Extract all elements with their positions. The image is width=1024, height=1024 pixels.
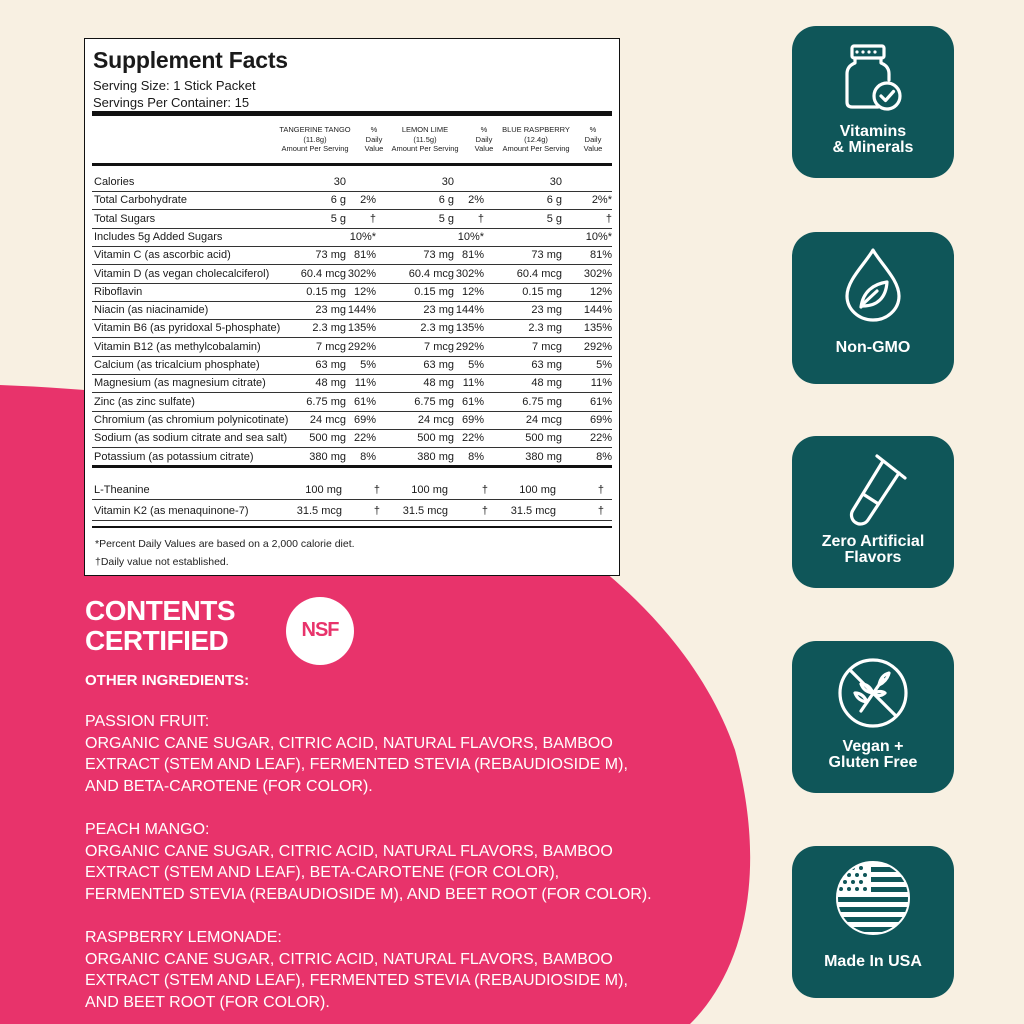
badge-label-line: Vitamins	[839, 123, 907, 140]
badge-label-line: Non-GMO	[835, 339, 911, 356]
ingredient-line: ORGANIC CANE SUGAR, CITRIC ACID, NATURAL FLAVORS, BAMBOO	[85, 950, 613, 968]
servings-per-container: Servings Per Container: 15	[93, 95, 250, 110]
daily-value-cell: 69%	[589, 413, 612, 426]
dv-header-1	[359, 125, 389, 154]
footer-divider	[92, 526, 612, 528]
certified-line-2: CERTIFIED	[85, 625, 229, 656]
amount-cell: 2.3 mg	[312, 322, 346, 335]
amount-cell: 2.3 mg	[420, 322, 454, 335]
dv-daily: Daily	[475, 134, 493, 144]
daily-value-cell: †	[477, 212, 484, 225]
nutrient-name: Vitamin B12 (as methylcobalamin)	[94, 340, 261, 353]
flavor-weight: (11.5g)	[413, 134, 437, 144]
flavor-weight: (11.8g)	[303, 134, 327, 144]
amount-cell: 31.5 mcg	[510, 505, 556, 517]
nutrient-name: Sodium (as sodium citrate and sea salt)	[94, 432, 288, 445]
amount-cell: 23 mg	[315, 304, 346, 317]
amount-cell: 500 mg	[309, 432, 346, 445]
dv-pct: %	[480, 125, 488, 134]
daily-value-cell: 302%	[583, 267, 612, 280]
daily-value-cell: †	[369, 212, 376, 225]
amount-cell: 100 mg	[519, 484, 556, 496]
nutrient-name: Magnesium (as magnesium citrate)	[94, 377, 266, 390]
ingredient-group-name: PASSION FRUIT:	[85, 713, 210, 730]
amount-cell: 23 mg	[531, 304, 562, 317]
dv-value: Value	[583, 144, 603, 153]
amount-cell: 100 mg	[305, 484, 342, 496]
dv-pct: %	[370, 125, 378, 134]
amount-cell: 60.4 mcg	[300, 267, 346, 280]
badge-zero-artificial-flavors	[792, 436, 954, 588]
daily-value-cell: 11%	[354, 377, 376, 390]
nutrient-name: Vitamin B6 (as pyridoxal 5-phosphate)	[94, 322, 281, 335]
header-divider	[92, 163, 612, 166]
daily-value-cell: 292%	[455, 340, 484, 353]
amount-cell: 6.75 mg	[306, 395, 346, 408]
dv-value: Value	[474, 144, 494, 153]
badge-label	[792, 739, 954, 771]
daily-value-cell: †	[373, 505, 380, 517]
nutrient-row	[92, 265, 612, 284]
amount-cell: 5 g	[438, 212, 454, 225]
daily-value-cell: 2%	[468, 194, 484, 207]
amount-cell: 60.4 mcg	[408, 267, 454, 280]
ingredient-line: EXTRACT (STEM AND LEAF), FERMENTED STEVIA (REBAUDIOSIDE M),	[85, 972, 628, 989]
nutrient-row	[92, 338, 612, 357]
certified-line-1: CONTENTS	[85, 595, 235, 626]
no-wheat-icon	[833, 653, 913, 733]
amount-cell: 30	[441, 176, 454, 188]
badge-label	[792, 340, 954, 356]
amount-cell: 48 mg	[315, 377, 346, 390]
flavor-name: LEMON LIME	[401, 125, 449, 134]
nutrient-name: Riboflavin	[94, 285, 143, 298]
daily-value-cell: 144%	[455, 304, 484, 317]
dv-daily: Daily	[584, 134, 602, 144]
daily-value-cell: 10%*	[349, 230, 376, 243]
badge-label-line: Flavors	[844, 549, 902, 566]
amount-cell: 73 mg	[315, 249, 346, 262]
ingredient-line: AND BETA-CAROTENE (FOR COLOR).	[85, 777, 373, 795]
vitamin-bottle-icon	[833, 38, 913, 118]
amount-cell: 24 mcg	[525, 413, 562, 426]
amount-cell: 6 g	[330, 194, 346, 207]
thick-divider	[92, 111, 612, 116]
amount-label: Amount Per Serving	[391, 144, 459, 153]
nutrient-row	[92, 448, 612, 467]
column-header-1	[275, 125, 355, 154]
daily-value-cell: 5%	[468, 359, 484, 371]
nutrient-name: Vitamin K2 (as menaquinone-7)	[94, 505, 249, 517]
amount-label: Amount Per Serving	[502, 144, 570, 153]
daily-value-cell: 61%	[353, 395, 376, 408]
daily-value-cell: 135%	[455, 322, 484, 335]
nutrient-row	[92, 246, 612, 265]
amount-cell: 500 mg	[525, 432, 562, 445]
daily-value-cell: 135%	[583, 322, 612, 335]
amount-label: Amount Per Serving	[281, 144, 349, 153]
daily-value-cell: 144%	[347, 304, 376, 317]
leaf-drop-icon	[833, 244, 913, 324]
daily-value-cell: †	[597, 505, 604, 517]
daily-value-cell: 12%	[461, 285, 484, 298]
nutrient-row	[92, 228, 612, 247]
nutrient-row	[92, 319, 612, 338]
daily-value-cell: 144%	[583, 304, 612, 317]
daily-value-cell: †	[373, 484, 380, 496]
daily-value-cell: 8%	[360, 450, 376, 463]
amount-cell: 24 mcg	[309, 413, 346, 426]
nutrient-name: Includes 5g Added Sugars	[94, 230, 223, 243]
facts-title: Supplement Facts	[93, 47, 288, 73]
daily-value-cell: 10%*	[585, 230, 612, 243]
amount-cell: 2.3 mg	[528, 322, 562, 335]
flavor-name: TANGERINE TANGO	[279, 125, 351, 134]
amount-cell: 60.4 mcg	[516, 267, 562, 280]
daily-value-cell: 61%	[461, 395, 484, 408]
nutrient-row	[92, 301, 612, 320]
nutrient-name: Calcium (as tricalcium phosphate)	[94, 359, 260, 371]
ingredient-line: ORGANIC CANE SUGAR, CITRIC ACID, NATURAL FLAVORS, BAMBOO	[85, 842, 613, 860]
footnote-dagger: †Daily value not established.	[95, 556, 229, 568]
amount-cell: 6 g	[438, 194, 454, 207]
daily-value-cell: 10%*	[457, 230, 484, 243]
daily-value-cell: 2%*	[591, 194, 612, 207]
ingredient-line: EXTRACT (STEM AND LEAF), BETA-CAROTENE (FOR COLOR),	[85, 864, 560, 881]
amount-cell: 48 mg	[531, 377, 562, 390]
amount-cell: 0.15 mg	[414, 285, 454, 298]
amount-cell: 63 mg	[315, 359, 346, 371]
daily-value-cell: 61%	[589, 395, 612, 408]
nutrient-row	[92, 411, 612, 430]
amount-cell: 30	[333, 176, 346, 188]
badge-label	[792, 124, 954, 156]
daily-value-cell: 8%	[468, 450, 484, 463]
ingredient-group-name: PEACH MANGO:	[85, 821, 210, 838]
amount-cell: 380 mg	[417, 450, 454, 463]
amount-cell: 100 mg	[411, 484, 448, 496]
daily-value-cell: 81%	[589, 249, 612, 262]
daily-value-cell: 292%	[583, 340, 612, 353]
nutrient-name: L-Theanine	[94, 484, 150, 496]
nutrient-name: Total Sugars	[94, 212, 156, 225]
ingredient-group-name: RASPBERRY LEMONADE:	[85, 929, 282, 946]
daily-value-cell: 69%	[353, 413, 376, 426]
nutrient-name: Zinc (as zinc sulfate)	[94, 395, 195, 408]
badge-made-in-usa	[792, 846, 954, 998]
amount-cell: 30	[549, 176, 562, 188]
daily-value-cell: 22%	[461, 432, 484, 445]
column-header-3	[495, 125, 577, 154]
column-header-2	[387, 125, 463, 154]
badge-vegan-gluten-free	[792, 641, 954, 793]
badge-label	[792, 534, 954, 566]
daily-value-cell: 22%	[353, 432, 376, 445]
ingredient-line: EXTRACT (STEM AND LEAF), FERMENTED STEVIA (REBAUDIOSIDE M),	[85, 756, 628, 773]
daily-value-cell: 69%	[461, 413, 484, 426]
amount-cell: 6.75 mg	[522, 395, 562, 408]
daily-value-cell: 12%	[589, 285, 612, 298]
nutrient-row	[92, 283, 612, 302]
amount-cell: 7 mcg	[424, 340, 454, 353]
badge-label-line: Vegan +	[842, 738, 904, 755]
nutrient-row-extra	[92, 481, 612, 500]
nutrient-row	[92, 393, 612, 412]
nutrient-row	[92, 356, 612, 375]
badge-vitamins-minerals	[792, 26, 954, 178]
nutrient-name: Total Carbohydrate	[94, 194, 187, 207]
nutrient-row	[92, 191, 612, 210]
us-flag-icon	[833, 858, 913, 938]
amount-cell: 380 mg	[525, 450, 562, 463]
daily-value-cell: 81%	[461, 249, 484, 262]
nutrient-name: Niacin (as niacinamide)	[94, 304, 209, 317]
daily-value-cell: 135%	[347, 322, 376, 335]
daily-value-cell: †	[605, 212, 612, 225]
amount-cell: 5 g	[330, 212, 346, 225]
section-divider	[92, 465, 612, 468]
dv-value: Value	[364, 144, 384, 153]
badge-label-line: & Minerals	[832, 139, 914, 156]
nsf-seal-text: NSF	[301, 619, 339, 641]
nutrient-row	[92, 374, 612, 393]
nutrient-name: Chromium (as chromium polynicotinate)	[94, 413, 289, 426]
amount-cell: 7 mcg	[316, 340, 346, 353]
badge-label	[792, 954, 954, 970]
daily-value-cell: 12%	[353, 285, 376, 298]
badge-non-gmo	[792, 232, 954, 384]
test-tube-icon	[833, 448, 913, 528]
flavor-name: BLUE RASPBERRY	[502, 125, 570, 134]
amount-cell: 500 mg	[417, 432, 454, 445]
amount-cell: 6.75 mg	[414, 395, 454, 408]
badge-label-line: Zero Artificial	[821, 533, 925, 550]
daily-value-cell: 11%	[590, 377, 612, 390]
amount-cell: 0.15 mg	[306, 285, 346, 298]
contents-certified-heading	[85, 596, 235, 656]
daily-value-cell: †	[481, 505, 488, 517]
nutrient-row-extra	[92, 502, 612, 521]
daily-value-cell: 2%	[360, 194, 376, 207]
flavor-weight: (12.4g)	[524, 134, 548, 144]
supplement-facts-panel	[84, 38, 620, 576]
amount-cell: 23 mg	[423, 304, 454, 317]
nsf-seal	[286, 597, 354, 665]
daily-value-cell: 292%	[347, 340, 376, 353]
amount-cell: 73 mg	[531, 249, 562, 262]
amount-cell: 5 g	[546, 212, 562, 225]
amount-cell: 63 mg	[531, 359, 562, 371]
nutrient-name: Potassium (as potassium citrate)	[94, 450, 254, 463]
daily-value-cell: 5%	[360, 359, 376, 371]
amount-cell: 63 mg	[423, 359, 454, 371]
daily-value-cell: 22%	[589, 432, 612, 445]
nutrient-name: Vitamin C (as ascorbic acid)	[94, 249, 231, 262]
daily-value-cell: †	[597, 484, 604, 496]
badge-label-line: Gluten Free	[828, 754, 918, 771]
daily-value-cell: 8%	[596, 450, 612, 463]
nutrient-name: Vitamin D (as vegan cholecalciferol)	[94, 267, 270, 280]
daily-value-cell: 5%	[596, 359, 612, 371]
ingredient-line: AND BEET ROOT (FOR COLOR).	[85, 993, 330, 1011]
daily-value-cell: 302%	[455, 267, 484, 280]
amount-cell: 31.5 mcg	[296, 505, 342, 517]
amount-cell: 0.15 mg	[522, 285, 562, 298]
dv-header-3	[578, 125, 608, 154]
amount-cell: 6 g	[546, 194, 562, 207]
other-ingredients-heading: OTHER INGREDIENTS:	[85, 672, 250, 689]
serving-size: Serving Size: 1 Stick Packet	[93, 78, 256, 93]
amount-cell: 380 mg	[309, 450, 346, 463]
daily-value-cell: †	[481, 484, 488, 496]
amount-cell: 73 mg	[423, 249, 454, 262]
ingredient-line: FERMENTED STEVIA (REBAUDIOSIDE M), AND BEET ROOT (FOR COLOR).	[85, 885, 652, 903]
footnote-dv: *Percent Daily Values are based on a 2,000 calorie diet.	[95, 538, 355, 550]
nutrient-row	[92, 210, 612, 229]
nutrient-row	[92, 173, 612, 192]
nutrient-name: Calories	[94, 176, 135, 188]
nutrient-row	[92, 429, 612, 448]
daily-value-cell: 81%	[353, 249, 376, 262]
amount-cell: 48 mg	[423, 377, 454, 390]
dv-daily: Daily	[365, 134, 383, 144]
amount-cell: 7 mcg	[532, 340, 562, 353]
dv-pct: %	[589, 125, 597, 134]
amount-cell: 24 mcg	[417, 413, 454, 426]
badge-label-line: Made In USA	[824, 953, 922, 970]
daily-value-cell: 11%	[462, 377, 484, 390]
daily-value-cell: 302%	[347, 267, 376, 280]
amount-cell: 31.5 mcg	[402, 505, 448, 517]
ingredient-line: ORGANIC CANE SUGAR, CITRIC ACID, NATURAL FLAVORS, BAMBOO	[85, 734, 613, 752]
